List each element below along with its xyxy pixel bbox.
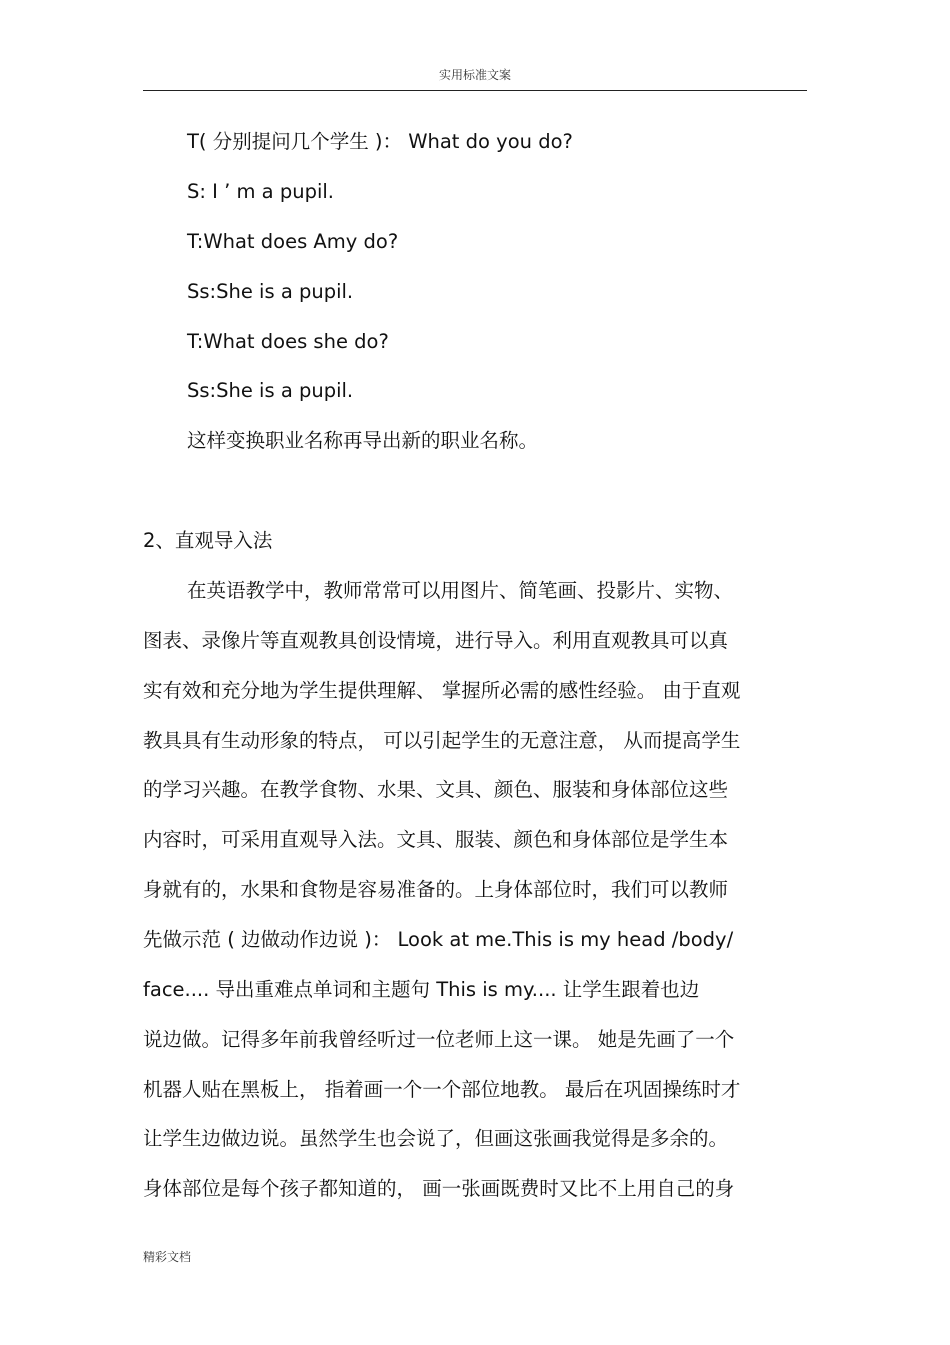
- dialogue-line: T:What does Amy do?: [187, 230, 399, 253]
- paragraph-line: 让学生边做边说。虽然学生也会说了，但画这张画我觉得是多余的。: [143, 1127, 729, 1150]
- dialogue-line: Ss:She is a pupil.: [187, 379, 354, 402]
- header-divider: [143, 90, 807, 91]
- dialogue-line: S: I ’ m a pupil.: [187, 180, 334, 203]
- dialogue-line: T( 分别提问几个学生 )： What do you do?: [187, 130, 573, 153]
- paragraph-line: 教具具有生动形象的特点， 可以引起学生的无意注意， 从而提高学生: [143, 729, 741, 752]
- paragraph-line: 图表、录像片等直观教具创设情境，进行导入。利用直观教具可以真: [143, 629, 729, 652]
- page-footer-text: 精彩文档: [143, 1250, 192, 1264]
- paragraph-line: 在英语教学中，教师常常可以用图片、简笔画、投影片、实物、: [187, 579, 734, 602]
- paragraph-line: 身体部位是每个孩子都知道的， 画一张画既费时又比不上用自己的身: [143, 1177, 735, 1200]
- paragraph-line: 的学习兴趣。在教学食物、水果、文具、颜色、服装和身体部位这些: [143, 778, 729, 801]
- paragraph-line: 身就有的，水果和食物是容易准备的。上身体部位时，我们可以教师: [143, 878, 729, 901]
- paragraph-line: 机器人贴在黑板上， 指着画一个一个部位地教。 最后在巩固操练时才: [143, 1078, 741, 1101]
- dialogue-line: T:What does she do?: [187, 330, 389, 353]
- dialogue-line: Ss:She is a pupil.: [187, 280, 354, 303]
- dialogue-summary: 这样变换职业名称再导出新的职业名称。: [187, 429, 539, 452]
- paragraph-line: 实有效和充分地为学生提供理解、 掌握所必需的感性经验。 由于直观: [143, 679, 741, 702]
- paragraph-line: face.... 导出重难点单词和主题句 This is my.... 让学生跟着也边: [143, 978, 700, 1001]
- section-heading: 2、直观导入法: [143, 529, 273, 552]
- paragraph-line: 内容时，可采用直观导入法。文具、服装、颜色和身体部位是学生本: [143, 828, 729, 851]
- paragraph-line: 先做示范 ( 边做动作边说 )： Look at me.This is my head /body/: [143, 928, 734, 951]
- page-header-title: 实用标准文案: [438, 68, 511, 82]
- paragraph-line: 说边做。记得多年前我曾经听过一位老师上这一课。 她是先画了一个: [143, 1028, 735, 1051]
